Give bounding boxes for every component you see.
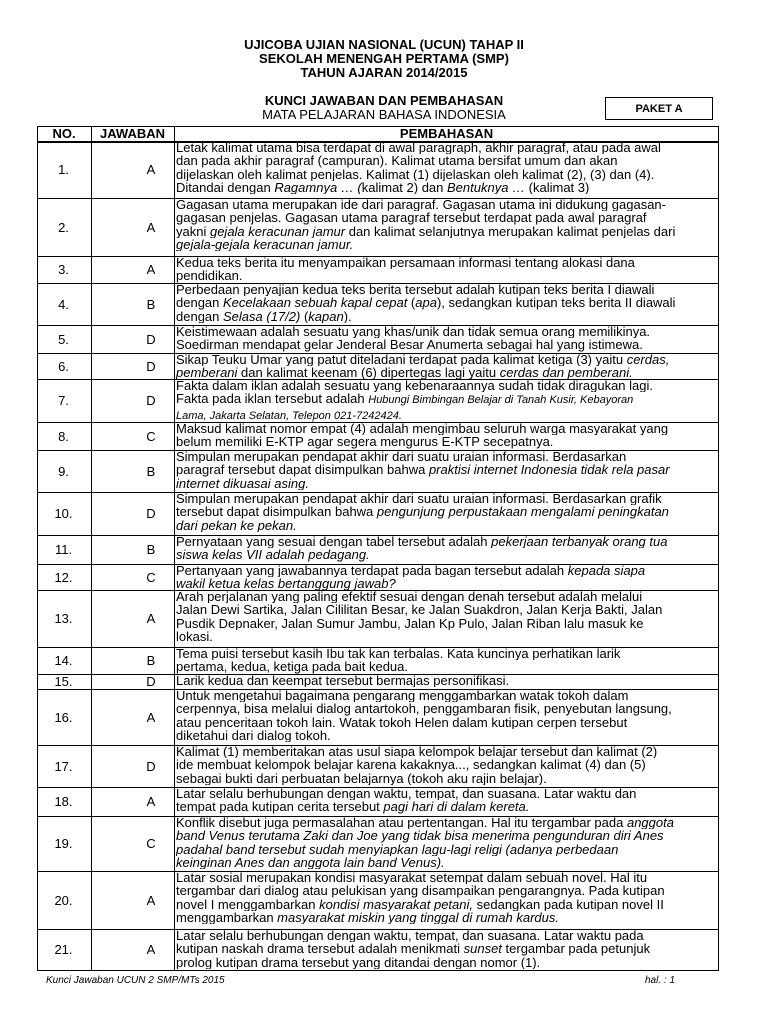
table-row — [37, 492, 719, 535]
answer-letter: B — [146, 653, 156, 668]
explanation-line — [176, 729, 713, 742]
explanation-text: Konflik disebut juga permasalahan atau pertentangan. Hal itu tergambar pada — [176, 816, 627, 830]
explanation-line — [176, 283, 713, 296]
explanation-text: (kalimat 3) — [525, 180, 590, 195]
explanation-line — [176, 647, 713, 660]
explanation-line — [176, 225, 713, 238]
question-number: 9. — [58, 463, 69, 479]
explanation-text: pagi hari di dalam kereta. — [383, 800, 530, 814]
explanation-text: sebagai bukti dari perbuatan belajarnya (tokoh aku rajin belajar). — [176, 771, 547, 785]
explanation — [176, 283, 713, 323]
explanation-text: Larik kedua dan keempat tersebut bermajas personifikasi. — [176, 674, 510, 688]
explanation-text: keinginan Anes dan anggota lain band Venus). — [176, 855, 445, 870]
explanation-line — [176, 181, 713, 194]
explanation-text: dan kalimat keenam (6) dipertegas lagi yaitu — [237, 366, 500, 380]
question-number: 4. — [58, 296, 69, 312]
explanation-line — [176, 856, 713, 869]
table-row — [37, 929, 719, 970]
explanation-line — [176, 408, 713, 423]
explanation-text: Hubungi Bimbingan Belajar di Tanah Kusir, Kebayoran — [368, 394, 634, 407]
explanation-line — [176, 548, 713, 561]
answer-letter: D — [146, 393, 156, 408]
answer-letter: D — [146, 358, 156, 374]
explanation-text: dan kalimat selanjutnya merupakan kalimat penjelas dari — [345, 224, 676, 238]
explanation — [176, 450, 713, 490]
explanation-text: Sikap Teuku Umar yang patut diteladani terdapat pada kalimat ketiga (3) yaitu — [176, 353, 627, 367]
answer-letter: A — [146, 892, 156, 908]
explanation-text: Latar sosial merupakan kondisi masyarakat setempat dalam sebuah novel. Hal itu — [176, 871, 648, 885]
explanation-text: Kecelakaan sebuah kapal cepat — [223, 296, 408, 310]
table-row — [37, 590, 719, 647]
explanation-text: Pertanyaan yang jawabannya terdapat pada bagan tersebut adalah — [176, 564, 568, 578]
explanation-text: Arah perjalanan yang paling efektif sesuai dengan denah tersebut adalah melalui — [176, 590, 643, 604]
explanation-line — [176, 353, 713, 366]
explanation-line — [176, 492, 713, 505]
explanation-line — [176, 716, 713, 729]
explanation-line — [176, 702, 713, 715]
explanation-line — [176, 338, 713, 351]
table-row — [37, 198, 719, 256]
explanation-text: tergambar dari dialog atau pelukisan yang disampaikan pengarangnya. Pada kutipan — [176, 884, 665, 898]
explanation-line — [176, 884, 713, 897]
explanation-line — [176, 198, 713, 211]
explanation — [176, 816, 713, 869]
explanation-text: Keistimewaan adalah sesuatu yang khas/unik dan tidak semua orang memilikinya. — [176, 325, 651, 339]
explanation-text: tersebut dapat disimpulkan bahwa — [176, 505, 377, 519]
answer-letter: C — [146, 569, 156, 585]
table-row — [37, 564, 719, 590]
explanation-line — [176, 929, 713, 942]
explanation-text: kalimat 2) dan — [361, 180, 447, 195]
explanation — [176, 422, 713, 449]
subject-title: MATA PELAJARAN BAHASA INDONESIA — [262, 107, 506, 122]
header-line-2: SEKOLAH MENENGAH PERTAMA (SMP) — [259, 51, 509, 66]
explanation-text: tergambar pada petunjuk — [501, 942, 651, 956]
table-row — [37, 871, 719, 929]
answer-letter: B — [146, 463, 156, 479]
explanation-line — [176, 590, 713, 603]
explanation-line — [176, 745, 713, 758]
answer-letter: A — [146, 709, 156, 725]
question-number: 2. — [58, 219, 69, 235]
answer-letter: D — [146, 506, 156, 521]
explanation-text: novel I menggambarkan — [176, 897, 320, 911]
explanation-text: Gagasan utama merupakan ide dari paragraf. Gagasan utama ini didukung gagasan- — [176, 198, 666, 212]
explanation — [176, 674, 713, 687]
explanation-line — [176, 379, 713, 392]
answer-letter: D — [146, 674, 156, 689]
answer-letter: A — [146, 219, 156, 235]
explanation-text: paragraf tersebut dapat disimpulkan bahwa — [176, 463, 429, 477]
table-row — [37, 141, 719, 198]
explanation — [176, 256, 713, 283]
explanation — [176, 353, 713, 380]
explanation-text: gejala keracunan jamur — [209, 224, 346, 238]
paket-label: PAKET A — [605, 97, 713, 120]
column-header-no: NO. — [52, 126, 76, 141]
column-header-pembahasan: PEMBAHASAN — [399, 126, 494, 141]
question-number: 16. — [54, 709, 73, 725]
table-row — [37, 535, 719, 564]
table-row — [37, 745, 719, 787]
question-number: 15. — [54, 674, 73, 689]
explanation-line — [176, 942, 713, 955]
explanation-text: wakil ketua kelas bertanggung jawab? — [176, 577, 396, 591]
explanation-text: ). — [343, 309, 352, 323]
explanation — [176, 564, 713, 591]
explanation-text: ide membuat kelompok belajar karena kakaknya..., sedangkan kalimat (4) dan (5) — [176, 758, 646, 772]
explanation — [176, 325, 713, 352]
table-row — [37, 816, 719, 871]
explanation-text: masyarakat miskin yang tinggal di rumah kardus. — [277, 910, 559, 925]
explanation-line — [176, 519, 713, 532]
explanation-line — [176, 630, 713, 643]
explanation-line — [176, 296, 713, 309]
footer-left: Kunci Jawaban UCUN 2 SMP/MTs 2015 — [46, 975, 225, 986]
explanation-text: sedangkan pada kutipan novel II — [473, 897, 664, 911]
answer-letter: A — [146, 162, 156, 177]
table-row — [37, 353, 719, 379]
explanation-line — [176, 956, 713, 969]
explanation-text: Bentuknya … — [447, 180, 526, 195]
explanation-text: sunset — [463, 942, 502, 956]
explanation-text: belum memiliki E-KTP agar segera mengurus E-KTP secepatnya. — [176, 435, 554, 449]
explanation-line — [176, 269, 713, 282]
explanation-text: cerpennya, bisa melalui dialog antartokoh, penggambaran fisik, penyebutan langsung, — [176, 702, 672, 716]
explanation-line — [176, 463, 713, 476]
explanation-line — [176, 816, 713, 829]
explanation — [176, 871, 713, 924]
document-subtitle: KUNCI JAWABAN DAN PEMBAHASAN — [264, 93, 504, 108]
explanation-text: kutipan naskah drama tersebut adalah menikmati — [176, 942, 464, 956]
explanation-line — [176, 535, 713, 548]
explanation-text: Untuk mengetahui bagaimana pengarang menggambarkan watak tokoh dalam — [176, 689, 629, 703]
explanation-text: ), sedangkan kutipan teks berita II diawali — [436, 296, 676, 310]
explanation-text: ( — [300, 309, 309, 323]
explanation-text: band Venus terutama Zaki dan Joe yang tidak bisa menerima pengunduran diri Anes — [176, 829, 664, 843]
answer-letter: B — [146, 296, 156, 312]
explanation-text: ( — [407, 296, 416, 310]
question-number: 1. — [58, 162, 69, 177]
explanation — [176, 929, 713, 969]
explanation-text: dari pekan ke pekan. — [176, 518, 297, 532]
explanation-text: pertama, kedua, ketiga pada bait kedua. — [176, 660, 408, 674]
explanation-text: pemberani — [176, 366, 238, 380]
table-row — [37, 379, 719, 422]
explanation-line — [176, 829, 713, 842]
explanation-text: lokasi. — [176, 629, 213, 644]
explanation — [176, 198, 713, 251]
explanation-text: pekerjaan terbanyak orang tua — [491, 535, 668, 549]
explanation-text: padahal band tersebut sudah menyiapkan lagu-lagi religi (adanya perbedaan — [176, 842, 619, 856]
explanation-line — [176, 366, 713, 379]
column-header-jawaban: JAWABAN — [99, 126, 165, 141]
explanation-line — [176, 898, 713, 911]
explanation-text: Kedua teks berita itu menyampaikan persamaan informasi tentang alokasi dana — [176, 256, 635, 270]
explanation-text: atau penceritaan tokoh lain. Watak tokoh Helen dalam kutipan cerpen tersebut — [176, 715, 628, 729]
explanation-line — [176, 325, 713, 338]
header-line-1: UJICOBA UJIAN NASIONAL (UCUN) TAHAP II — [244, 37, 524, 52]
header-line-3: TAHUN AJARAN 2014/2015 — [300, 65, 468, 80]
explanation-line — [176, 422, 713, 435]
answer-letter: D — [146, 758, 156, 774]
question-number: 21. — [54, 942, 73, 957]
explanation-line — [176, 603, 713, 616]
explanation-text: Letak kalimat utama bisa terdapat di awal paragraph, akhir paragraf, atau pada awal — [176, 141, 661, 155]
explanation-line — [176, 477, 713, 490]
explanation-text: Ditandai dengan — [176, 180, 275, 195]
explanation-text: Maksud kalimat nomor empat (4) adalah mengimbau seluruh warga masyarakat yang — [176, 422, 669, 436]
question-number: 11. — [54, 542, 73, 557]
explanation — [176, 745, 713, 785]
explanation-text: Simpulan merupakan pendapat akhir dari suatu uraian informasi. Berdasarkan grafik — [176, 492, 662, 506]
explanation-text: cerdas dan pemberani. — [499, 366, 633, 380]
explanation-text: Fakta dalam iklan adalah sesuatu yang kebenaraannya sudah tidak diragukan lagi. — [176, 379, 653, 393]
question-number: 14. — [54, 653, 73, 668]
explanation-line — [176, 871, 713, 884]
question-number: 6. — [58, 358, 69, 374]
explanation-text: Lama, Jakarta Selatan, Telepon 021-7242424. — [176, 409, 402, 422]
explanation-line — [176, 392, 713, 407]
explanation-line — [176, 450, 713, 463]
explanation-line — [176, 772, 713, 785]
explanation-line — [176, 689, 713, 702]
explanation-text: dijelaskan oleh kalimat penjelas. Kalimat (1) dijelaskan oleh kalimat (2), (3) dan (4). — [176, 167, 655, 181]
explanation-line — [176, 435, 713, 448]
explanation — [176, 647, 713, 674]
explanation — [176, 787, 713, 814]
question-number: 17. — [54, 758, 73, 774]
table-row — [37, 422, 719, 450]
explanation-text: Soedirman mendapat gelar Jenderal Besar Anumerta sebagai hal yang istimewa. — [176, 338, 643, 352]
explanation-line — [176, 505, 713, 518]
question-number: 10. — [54, 506, 73, 521]
explanation-line — [176, 674, 713, 687]
explanation-line — [176, 577, 713, 590]
explanation-line — [176, 256, 713, 269]
explanation-text: Ragamnya … ( — [274, 180, 362, 195]
explanation-text: Selasa (17/2) — [223, 309, 301, 323]
explanation-text: Tema puisi tersebut kasih Ibu tak kan terbalas. Kata kuncinya perhatikan larik — [176, 647, 621, 661]
explanation-text: anggota — [626, 816, 674, 830]
explanation-text: dengan — [176, 309, 223, 323]
explanation-text: internet dikuasai asing. — [176, 476, 309, 490]
explanation-line — [176, 168, 713, 181]
explanation-text: Fakta pada iklan tersebut adalah — [176, 392, 369, 407]
explanation-line — [176, 154, 713, 167]
explanation-text: menggambarkan — [176, 910, 278, 925]
explanation — [176, 590, 713, 643]
explanation-line — [176, 800, 713, 813]
question-number: 12. — [54, 569, 73, 585]
table-row — [37, 647, 719, 674]
explanation-line — [176, 911, 713, 924]
explanation-text: Jalan Dewi Sartika, Jalan Cililitan Besar, ke Jalan Suakdron, Jalan Kerja Bakti, Jalan — [176, 603, 663, 617]
answer-letter: D — [146, 331, 156, 347]
question-number: 19. — [54, 836, 73, 851]
question-number: 7. — [58, 393, 69, 408]
table-row — [37, 450, 719, 492]
explanation-text: dengan — [176, 296, 223, 310]
question-number: 3. — [58, 262, 69, 277]
footer-page-number: hal. : 1 — [645, 975, 676, 986]
answer-letter: C — [146, 836, 156, 851]
explanation-text: yakni — [176, 224, 210, 238]
explanation-text: kepada siapa — [567, 564, 646, 578]
explanation-text: apa — [415, 296, 437, 310]
table-bottom-border — [37, 970, 719, 971]
answer-letter: A — [146, 794, 156, 809]
explanation-text: Pernyataan yang sesuai dengan tabel tersebut adalah — [176, 535, 492, 549]
explanation-text: Kalimat (1) memberitakan atas usul siapa kelompok belajar tersebut dan kalimat (2) — [176, 745, 658, 759]
explanation-text: kapan — [308, 309, 344, 323]
answer-letter: A — [146, 262, 156, 277]
table-row — [37, 325, 719, 353]
explanation-line — [176, 617, 713, 630]
explanation-text: cerdas, — [626, 353, 670, 367]
explanation-text: prolog kutipan drama tersebut yang ditandai dengan nomor (1). — [176, 955, 541, 969]
explanation-text: Perbedaan penyajian kedua teks berita tersebut adalah kutipan teks berita I diawali — [176, 283, 655, 297]
explanation-line — [176, 141, 713, 154]
explanation-text: tempat pada kutipan cerita tersebut — [176, 800, 384, 814]
explanation-line — [176, 660, 713, 673]
explanation-text: gagasan penjelas. Gagasan utama paragraf tersebut terdapat pada awal paragraf — [176, 211, 647, 225]
explanation — [176, 141, 713, 194]
explanation-text: diketahui dari dialog tokoh. — [176, 728, 331, 743]
explanation-line — [176, 758, 713, 771]
question-number: 18. — [54, 794, 73, 809]
question-number: 5. — [58, 331, 69, 347]
explanation-text: Latar selalu berhubungan dengan waktu, tempat, dan suasana. Latar waktu dan — [176, 787, 637, 801]
question-number: 8. — [58, 428, 69, 444]
answer-letter: A — [146, 942, 156, 957]
table-row — [37, 256, 719, 283]
answer-letter: A — [146, 611, 156, 626]
question-number: 13. — [54, 611, 73, 626]
explanation — [176, 379, 713, 423]
answer-letter: B — [146, 542, 156, 557]
explanation-line — [176, 564, 713, 577]
explanation-text: praktisi internet Indonesia tidak rela pasar — [428, 463, 670, 477]
explanation-line — [176, 238, 713, 251]
explanation — [176, 492, 713, 532]
table-row — [37, 787, 719, 816]
table-row — [37, 283, 719, 325]
explanation — [176, 535, 713, 562]
explanation-text: pengunjung perpustakaan mengalami peningkatan — [376, 505, 669, 519]
explanation-line — [176, 211, 713, 224]
explanation-text: Simpulan merupakan pendapat akhir dari suatu uraian informasi. Berdasarkan — [176, 450, 627, 464]
explanation-line — [176, 787, 713, 800]
question-number: 20. — [54, 892, 73, 908]
explanation-text: kondisi masyarakat petani, — [319, 897, 474, 911]
explanation-text: Pusdik Depnaker, Jalan Sumur Jambu, Jalan Kp Pulo, Jalan Riban lalu masuk ke — [176, 616, 644, 630]
explanation-text: dan pada akhir paragraf (campuran). Kalimat utama bersifat umum dan akan — [176, 154, 618, 168]
explanation-text: Latar selalu berhubungan dengan waktu, tempat, dan suasana. Latar waktu pada — [176, 929, 644, 943]
explanation-text: gejala-gejala keracunan jamur. — [176, 237, 354, 252]
explanation — [176, 689, 713, 742]
table-row — [37, 689, 719, 745]
explanation-text: siswa kelas VII adalah pedagang. — [176, 548, 370, 562]
answer-letter: C — [146, 428, 156, 444]
explanation-line — [176, 843, 713, 856]
explanation-text: pendidikan. — [176, 269, 243, 283]
explanation-line — [176, 310, 713, 323]
table-row — [37, 674, 719, 689]
